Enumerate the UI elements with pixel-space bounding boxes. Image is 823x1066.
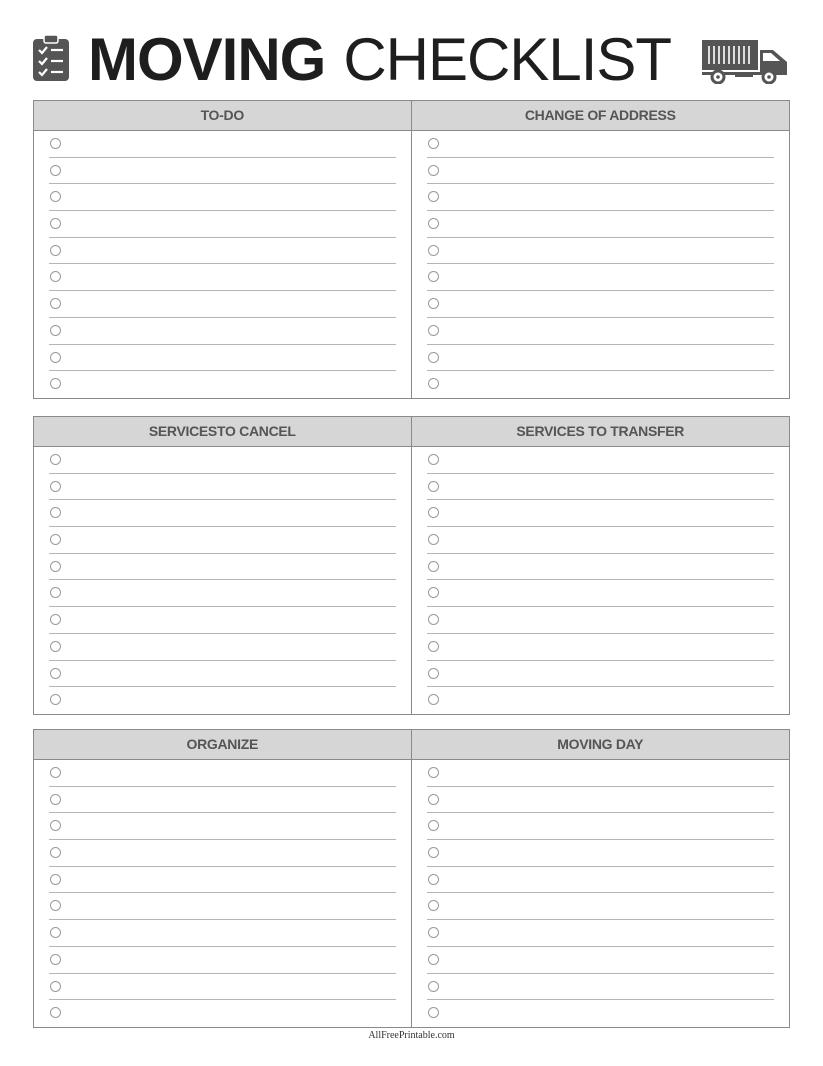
checkbox-circle[interactable] <box>50 534 61 545</box>
checkbox-circle[interactable] <box>50 694 61 705</box>
checklist-row[interactable] <box>427 687 775 714</box>
checklist-row[interactable] <box>49 634 396 661</box>
checklist-row[interactable] <box>49 974 396 1001</box>
checkbox-circle[interactable] <box>428 561 439 572</box>
checklist-row[interactable] <box>49 580 396 607</box>
checkbox-circle[interactable] <box>50 561 61 572</box>
checkbox-circle[interactable] <box>50 847 61 858</box>
checklist-row[interactable] <box>49 500 396 527</box>
checklist-row[interactable] <box>49 661 396 688</box>
checklist-row[interactable] <box>49 158 396 185</box>
checklist-section <box>33 729 790 1028</box>
checklist-row[interactable] <box>49 238 396 265</box>
checkbox-circle[interactable] <box>428 325 439 336</box>
checklist-row[interactable] <box>427 920 775 947</box>
checkbox-circle[interactable] <box>428 641 439 652</box>
checklist-row[interactable] <box>427 554 775 581</box>
checklist-row[interactable] <box>427 893 775 920</box>
checklist-row[interactable] <box>427 211 775 238</box>
checkbox-circle[interactable] <box>428 614 439 625</box>
checklist-column <box>412 730 790 1027</box>
checklist-row[interactable] <box>49 787 396 814</box>
checklist-row[interactable] <box>427 474 775 501</box>
checklist-row[interactable] <box>427 607 775 634</box>
checklist-row[interactable] <box>427 238 775 265</box>
checklist-row[interactable] <box>49 813 396 840</box>
checklist-column <box>412 101 790 398</box>
checklist-row[interactable] <box>49 760 396 787</box>
column-heading: MOVING DAY <box>412 730 790 760</box>
checkbox-circle[interactable] <box>50 298 61 309</box>
checkbox-circle[interactable] <box>50 794 61 805</box>
checklist-row[interactable] <box>49 184 396 211</box>
checklist-row[interactable] <box>427 500 775 527</box>
checklist-row[interactable] <box>427 787 775 814</box>
checklist-row[interactable] <box>427 345 775 372</box>
checklist-row[interactable] <box>427 318 775 345</box>
checklist-row[interactable] <box>49 474 396 501</box>
checklist-rows <box>34 131 411 398</box>
checklist-row[interactable] <box>49 264 396 291</box>
checklist-row[interactable] <box>49 554 396 581</box>
checkbox-circle[interactable] <box>428 1007 439 1018</box>
checklist-row[interactable] <box>427 527 775 554</box>
checkbox-circle[interactable] <box>428 481 439 492</box>
checkbox-circle[interactable] <box>50 954 61 965</box>
checkbox-circle[interactable] <box>50 165 61 176</box>
checklist-column <box>34 417 412 714</box>
checkbox-circle[interactable] <box>428 245 439 256</box>
clipboard-checklist-icon <box>32 34 70 82</box>
checkbox-circle[interactable] <box>428 534 439 545</box>
column-heading: SERVICES TO TRANSFER <box>412 417 790 447</box>
column-heading: SERVICESTO CANCEL <box>34 417 411 447</box>
column-heading: CHANGE OF ADDRESS <box>412 101 790 131</box>
checkbox-circle[interactable] <box>428 271 439 282</box>
checkbox-circle[interactable] <box>50 1007 61 1018</box>
page-title <box>88 24 671 96</box>
checklist-section <box>33 416 790 715</box>
checkbox-circle[interactable] <box>428 847 439 858</box>
checkbox-circle[interactable] <box>428 587 439 598</box>
checkbox-circle[interactable] <box>50 767 61 778</box>
checkbox-circle[interactable] <box>428 820 439 831</box>
checklist-row[interactable] <box>427 867 775 894</box>
title-light: CHECKLIST <box>343 26 672 93</box>
checkbox-circle[interactable] <box>50 481 61 492</box>
checklist-row[interactable] <box>427 661 775 688</box>
checklist-row[interactable] <box>427 158 775 185</box>
checkbox-circle[interactable] <box>50 927 61 938</box>
checkbox-circle[interactable] <box>50 352 61 363</box>
checklist-row[interactable] <box>427 813 775 840</box>
checkbox-circle[interactable] <box>428 218 439 229</box>
checkbox-circle[interactable] <box>50 191 61 202</box>
checklist-row[interactable] <box>49 920 396 947</box>
checkbox-circle[interactable] <box>428 507 439 518</box>
checklist-row[interactable] <box>427 371 775 398</box>
checkbox-circle[interactable] <box>50 271 61 282</box>
checklist-rows <box>34 760 411 1027</box>
checkbox-circle[interactable] <box>428 165 439 176</box>
checklist-row[interactable] <box>49 447 396 474</box>
checklist-rows <box>412 760 790 1027</box>
checkbox-circle[interactable] <box>50 245 61 256</box>
checkbox-circle[interactable] <box>428 352 439 363</box>
checklist-row[interactable] <box>49 893 396 920</box>
checkbox-circle[interactable] <box>50 874 61 885</box>
checklist-row[interactable] <box>427 1000 775 1027</box>
checklist-row[interactable] <box>49 291 396 318</box>
checkbox-circle[interactable] <box>428 874 439 885</box>
checklist-row[interactable] <box>427 580 775 607</box>
checklist-rows <box>34 447 411 714</box>
checklist-row[interactable] <box>49 527 396 554</box>
checkbox-circle[interactable] <box>428 668 439 679</box>
checkbox-circle[interactable] <box>428 954 439 965</box>
checkbox-circle[interactable] <box>50 138 61 149</box>
checkbox-circle[interactable] <box>428 138 439 149</box>
checklist-row[interactable] <box>49 607 396 634</box>
checkbox-circle[interactable] <box>50 325 61 336</box>
checkbox-circle[interactable] <box>50 614 61 625</box>
checklist-row[interactable] <box>49 687 396 714</box>
checkbox-circle[interactable] <box>50 587 61 598</box>
checklist-row[interactable] <box>49 131 396 158</box>
moving-truck-icon <box>701 38 789 84</box>
checkbox-circle[interactable] <box>428 794 439 805</box>
checklist-section <box>33 100 790 399</box>
checkbox-circle[interactable] <box>428 454 439 465</box>
checkbox-circle[interactable] <box>428 298 439 309</box>
column-heading: ORGANIZE <box>34 730 411 760</box>
checkbox-circle[interactable] <box>50 981 61 992</box>
checkbox-circle[interactable] <box>50 507 61 518</box>
checkbox-circle[interactable] <box>428 378 439 389</box>
checkbox-circle[interactable] <box>50 900 61 911</box>
checkbox-circle[interactable] <box>428 927 439 938</box>
checklist-row[interactable] <box>427 184 775 211</box>
checkbox-circle[interactable] <box>428 694 439 705</box>
column-heading: TO-DO <box>34 101 411 131</box>
checkbox-circle[interactable] <box>428 981 439 992</box>
checklist-rows <box>412 447 790 714</box>
checklist-row[interactable] <box>427 840 775 867</box>
checkbox-circle[interactable] <box>428 900 439 911</box>
page-header <box>0 24 823 96</box>
checklist-row[interactable] <box>49 211 396 238</box>
checklist-rows <box>412 131 790 398</box>
checklist-row[interactable] <box>427 291 775 318</box>
checkbox-circle[interactable] <box>50 218 61 229</box>
checklist-column <box>412 417 790 714</box>
checklist-row[interactable] <box>49 1000 396 1027</box>
checklist-row[interactable] <box>427 974 775 1001</box>
checkbox-circle[interactable] <box>50 820 61 831</box>
footer-credit: AllFreePrintable.com <box>368 1030 455 1041</box>
checklist-row[interactable] <box>49 371 396 398</box>
checklist-row[interactable] <box>427 947 775 974</box>
checkbox-circle[interactable] <box>50 668 61 679</box>
checklist-row[interactable] <box>427 634 775 661</box>
title-bold: MOVING <box>88 26 326 93</box>
checklist-row[interactable] <box>427 760 775 787</box>
checkbox-circle[interactable] <box>50 454 61 465</box>
checklist-row[interactable] <box>49 840 396 867</box>
checklist-column <box>34 730 412 1027</box>
checklist-row[interactable] <box>49 947 396 974</box>
checklist-column <box>34 101 412 398</box>
checklist-row[interactable] <box>427 447 775 474</box>
checklist-row[interactable] <box>49 318 396 345</box>
checkbox-circle[interactable] <box>428 767 439 778</box>
checkbox-circle[interactable] <box>50 378 61 389</box>
checkbox-circle[interactable] <box>50 641 61 652</box>
checklist-row[interactable] <box>427 264 775 291</box>
checklist-row[interactable] <box>49 345 396 372</box>
checklist-row[interactable] <box>49 867 396 894</box>
checkbox-circle[interactable] <box>428 191 439 202</box>
checklist-row[interactable] <box>427 131 775 158</box>
